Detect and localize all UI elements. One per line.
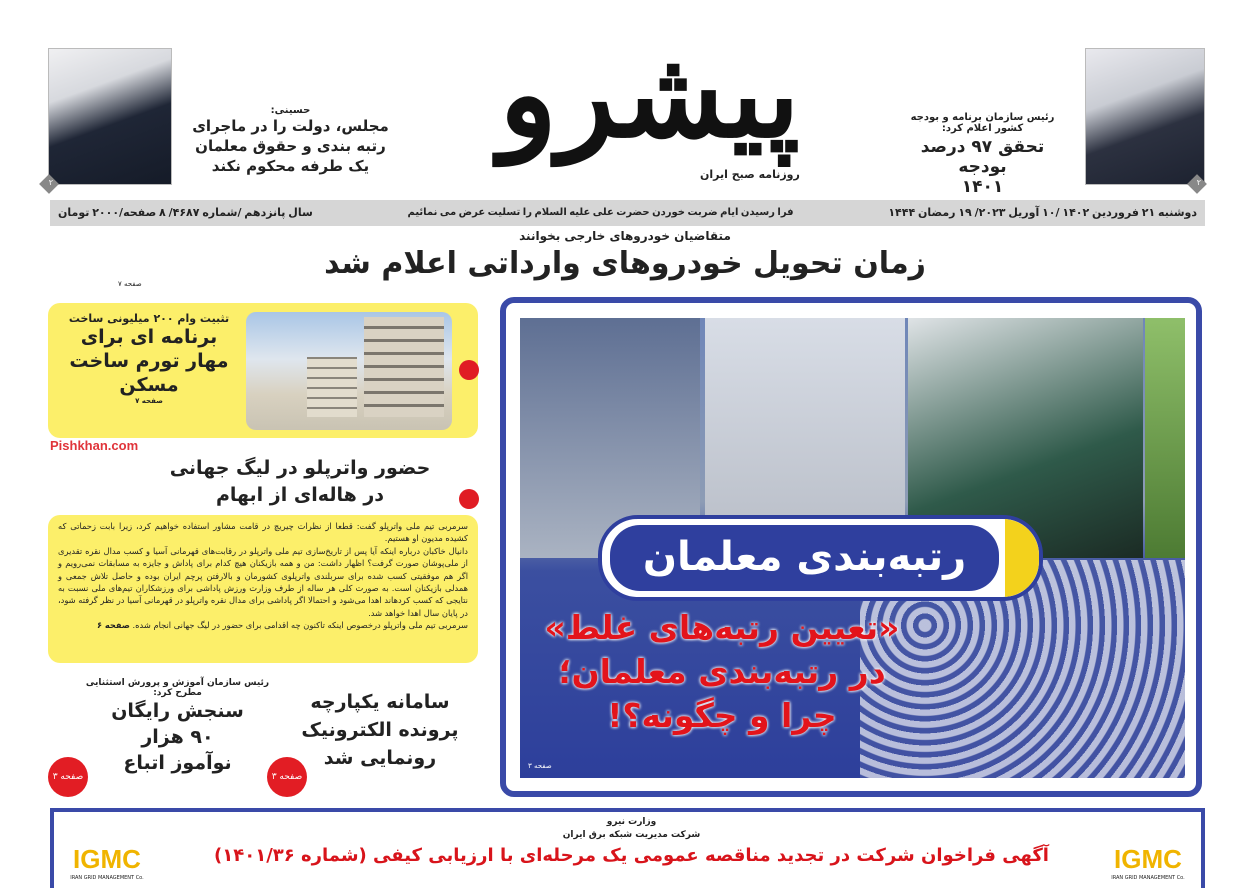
budget-chief-photo: [1085, 48, 1205, 185]
issue-date: دوشنبه ۲۱ فروردین ۱۴۰۲ /۱۰ آوریل ۲۰۲۳/ ۱۹ رمضان ۱۴۴۴: [888, 206, 1197, 219]
condolence-message: فرا رسیدن ایام ضربت خوردن حضرت علی علیه السلام را تسلیت عرض می نمائیم: [407, 207, 794, 218]
newspaper-subtitle: روزنامه صبح ایران: [700, 168, 800, 181]
bullet-icon: [459, 489, 479, 509]
housing-headline: برنامه ای برای: [80, 326, 218, 348]
lead-kicker: متقاضیان خودروهای خارجی بخوانند: [519, 229, 731, 243]
story-headline-line3: یک طرفه محکوم نکند: [211, 157, 370, 175]
story-headline: مجلس، دولت را در ماجرای: [192, 117, 389, 135]
page-badge: ۲: [39, 174, 59, 194]
housing-headline-line3: مسکن: [119, 374, 179, 396]
feature-banner: رتبه‌بندی معلمان: [598, 515, 1043, 601]
ecase-page-ref: صفحه ۳: [267, 757, 307, 797]
housing-kicker: تثبیت وام ۲۰۰ میلیونی ساخت: [68, 312, 230, 325]
waterpolo-body: سرمربی تیم ملی واترپلو گفت: قطعا از نظرات چیریچ در قامت مشاور استفاده خواهیم کرد، زیرا بابت زحماتی که کشیده مدیون او هستیم. دانیال خاکبان درباره اینکه آیا پس از تاریخ‌سازی تیم ملی واترپلو در رقابت‌های قهرمانی آسیا و کسب مدال نقره تقدیری از ملی‌پوشان صورت گرفت؟ اظهار داشت: من و همه بازیکنان هیچ کدام برای پاداش و جایزه به مسابقات نمی‌رویم و اگر هم موفقیتی کسب شده برای سربلندی واترپلوی کشورمان و بالارفتن پرچم ایران بوده و حاصل تلاش جمعی و همدلی بازیکنان است. به صورت کلی هر ساله از طرف وزارت ورزش پاداشی برای ورزشکاران تیم‌های ملی نسبت به نتایجی که کسب کردهاند اهدا می‌شود و احتمالا اگر پاداشی برای مدال نقره واترپلو در قهرمانی آسیا در نظر گرفته شود، در پایان سال اهدا خواهد شد. سرمربی تیم ملی واترپلو درخصوص اینکه تاکنون چه اقدامی برای حضور در لیگ جهانی انجام شده. صفحه ۶: [48, 515, 478, 663]
issue-number: سال پانزدهم /شماره ۴۶۸۷/ ۸ صفحه/۲۰۰۰ تومان: [58, 206, 313, 219]
pishkhan-watermark: Pishkhan.com: [50, 438, 139, 453]
ad-title: آگهی فراخوان شرکت در تجدید مناقصه عمومی یک مرحله‌ای با ارزیابی کیفی (شماره ۱۴۰۱/۳۶): [214, 845, 1049, 866]
assessment-story[interactable]: رئیس سازمان آموزش و پرورش استثنایی مطرح کرد: سنجش رایگان ۹۰ هزار نوآموز اتباع: [85, 678, 270, 774]
tender-advertisement[interactable]: [50, 808, 1205, 888]
story-kicker: حسینی:: [270, 105, 311, 116]
outdoor-photo: [1145, 318, 1185, 558]
page-badge: ۲: [1187, 174, 1207, 194]
housing-headline-line2: مهار تورم ساخت: [69, 350, 229, 372]
hosseini-photo: [48, 48, 172, 185]
ad-ministry: وزارت نیرو: [606, 817, 657, 827]
feature-page-ref: صفحه ۳: [528, 762, 552, 770]
story-kicker: رئیس سازمان برنامه و بودجه کشور اعلام کرد:: [910, 112, 1055, 134]
story-headline-line2: ۱۴۰۱: [961, 177, 1004, 197]
top-left-story[interactable]: [178, 105, 403, 176]
story-headline-line2: رتبه بندی و حقوق معلمان: [195, 137, 386, 155]
igmc-logo-left: IGMC IRAN GRID MANAGEMENT Co.: [70, 844, 144, 881]
assessment-page-ref: صفحه ۳: [48, 757, 88, 797]
lead-headline[interactable]: زمان تحویل خودروهای وارداتی اعلام شد: [324, 246, 926, 281]
housing-text: [56, 312, 242, 405]
ecase-story[interactable]: سامانه یکپارچه پرونده الکترونیک رونمایی شد: [301, 691, 459, 769]
housing-page-ref: صفحه ۷: [135, 397, 163, 405]
housing-photo: [246, 312, 452, 430]
ad-company: شرکت مدیریت شبکه برق ایران: [562, 830, 701, 840]
igmc-logo-right: IGMC IRAN GRID MANAGEMENT Co.: [1111, 844, 1185, 881]
bullet-icon: [459, 360, 479, 380]
feature-headline[interactable]: «تعیین رتبه‌های غلط» در رتبه‌بندی معلمان؛ چرا و چگونه؟!: [544, 608, 900, 735]
newspaper-logo: پیشرو: [499, 24, 800, 165]
waterpolo-headline[interactable]: حضور واترپلو در لیگ جهانی در هاله‌ای از ابهام: [169, 457, 431, 506]
story-headline: تحقق ۹۷ درصد بودجه: [920, 137, 1045, 177]
waterpolo-page-ref: صفحه ۶: [96, 620, 130, 631]
top-right-story[interactable]: [895, 112, 1070, 197]
info-bar: [50, 200, 1205, 226]
lead-page-ref: صفحه ۷: [118, 280, 142, 288]
